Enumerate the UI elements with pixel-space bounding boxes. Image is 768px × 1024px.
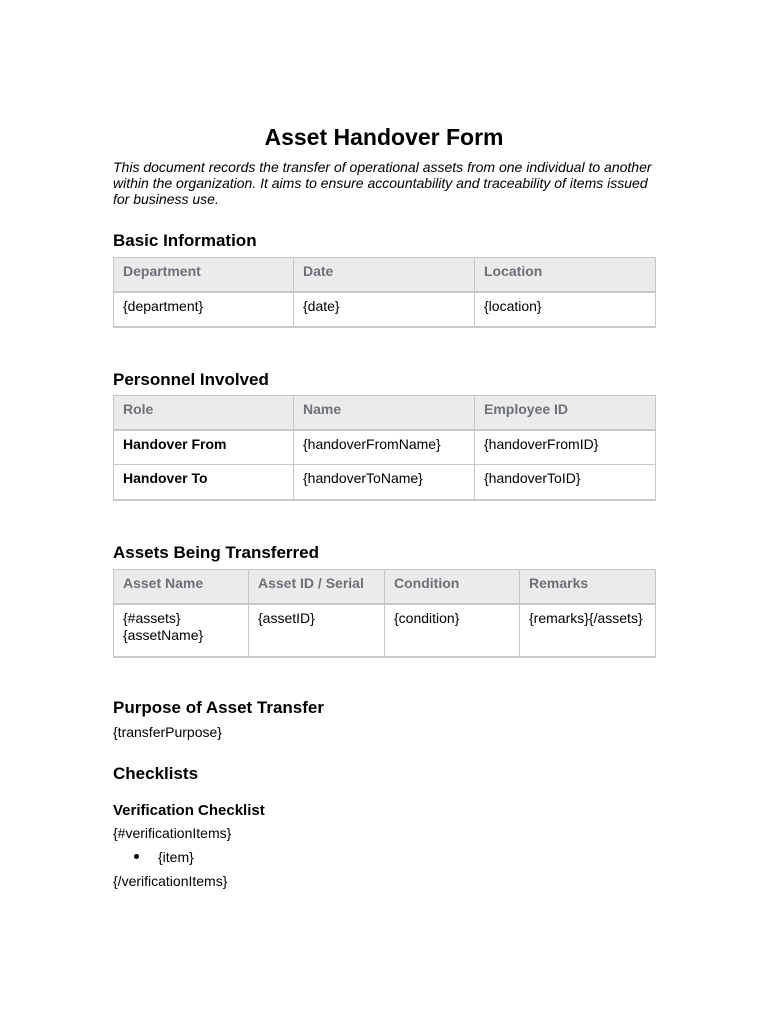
header-employee-id: Employee ID bbox=[475, 396, 656, 430]
header-asset-name: Asset Name bbox=[114, 570, 249, 604]
cell-employee-id: {handoverFromID} bbox=[475, 430, 656, 465]
assets-table bbox=[113, 569, 656, 658]
table-row bbox=[114, 430, 656, 465]
page-title: Asset Handover Form bbox=[264, 124, 504, 150]
cell-name: {handoverToName} bbox=[294, 465, 475, 500]
checklists-heading: Checklists bbox=[113, 764, 199, 783]
basic-info-heading: Basic Information bbox=[113, 231, 257, 250]
cell-department: {department} bbox=[114, 292, 294, 327]
table-header-row bbox=[114, 570, 656, 604]
cell-role: Handover From bbox=[114, 430, 294, 465]
table-row bbox=[114, 292, 656, 327]
header-department: Department bbox=[114, 258, 294, 292]
intro-paragraph: This document records the transfer of operational assets from one individual to another within the organization. It aims to ensure accountability and traceability of items issued for business use. bbox=[113, 159, 652, 207]
header-location: Location bbox=[475, 258, 656, 292]
table-row bbox=[114, 465, 656, 500]
personnel-table bbox=[113, 395, 656, 501]
purpose-value: {transferPurpose} bbox=[113, 724, 222, 740]
cell-location: {location} bbox=[475, 292, 656, 327]
assets-heading: Assets Being Transferred bbox=[113, 543, 319, 562]
cell-asset-id: {assetID} bbox=[249, 604, 385, 657]
header-date: Date bbox=[294, 258, 475, 292]
cell-remarks: {remarks}{/assets} bbox=[520, 604, 656, 657]
table-row bbox=[114, 604, 656, 657]
bullet-icon bbox=[134, 854, 139, 859]
cell-date: {date} bbox=[294, 292, 475, 327]
basic-info-table bbox=[113, 257, 656, 328]
cell-employee-id: {handoverToID} bbox=[475, 465, 656, 500]
verification-open-tag: {#verificationItems} bbox=[113, 825, 232, 841]
purpose-heading: Purpose of Asset Transfer bbox=[113, 698, 324, 717]
header-remarks: Remarks bbox=[520, 570, 656, 604]
table-header-row bbox=[114, 396, 656, 430]
personnel-heading: Personnel Involved bbox=[113, 370, 269, 389]
verification-close-tag: {/verificationItems} bbox=[113, 873, 228, 889]
cell-asset-name: {#assets} {assetName} bbox=[114, 604, 249, 657]
table-header-row bbox=[114, 258, 656, 292]
list-item: {item} bbox=[158, 849, 194, 865]
cell-role: Handover To bbox=[114, 465, 294, 500]
verification-checklist-heading: Verification Checklist bbox=[113, 802, 265, 819]
header-asset-id: Asset ID / Serial bbox=[249, 570, 385, 604]
header-role: Role bbox=[114, 396, 294, 430]
cell-name: {handoverFromName} bbox=[294, 430, 475, 465]
header-name: Name bbox=[294, 396, 475, 430]
header-condition: Condition bbox=[385, 570, 520, 604]
cell-condition: {condition} bbox=[385, 604, 520, 657]
